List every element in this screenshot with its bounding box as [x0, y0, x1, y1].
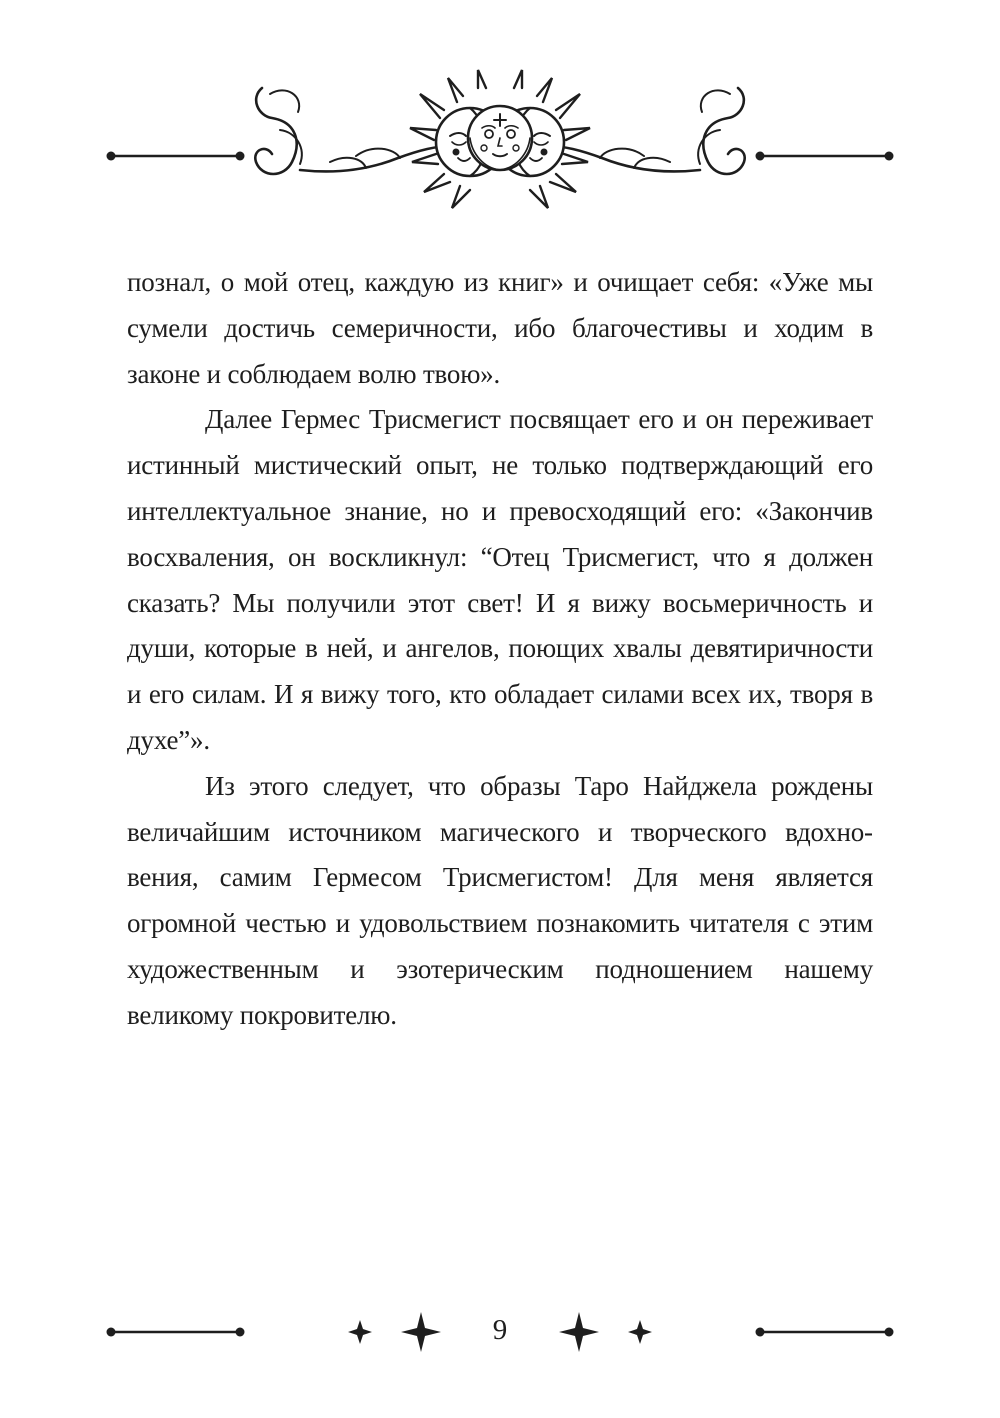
large-star-icon	[401, 1312, 441, 1352]
left-scroll-ornament	[255, 88, 452, 174]
left-rule-end-dot	[236, 152, 245, 161]
paragraph-2: Далее Гермес Трисмегист посвящает его и он переживает истинный мистический опыт, не только подтверждающий его интеллектуальное знание, но и превосходящий его: «Закончив восхваления, он воскликнул: “Отец Трисмегист, что я должен сказать? Мы получили этот свет! И я вижу восьмеричность и души, которые в ней, и ангелов, поющих хвалы девятиричности и его силам. И я вижу того, кто обладает силами всех их, творя в духе”».	[127, 404, 873, 755]
moon-face-icon	[468, 106, 532, 170]
right-scroll-ornament	[548, 88, 745, 174]
footer-left-rule-dot	[107, 1328, 116, 1337]
right-rule-dot	[885, 152, 894, 161]
footer-left-rule-end-dot	[236, 1328, 245, 1337]
left-rule-dot	[107, 152, 116, 161]
small-star-icon	[348, 1320, 372, 1344]
paragraph-1: познал, о мой отец, каждую из книг» и очищает себя: «Уже мы сумели достичь семеричности, ибо благочестивы и ходим в законе и соблюдаем волю твою».	[127, 267, 873, 389]
small-star-icon	[628, 1320, 652, 1344]
large-star-icon	[559, 1312, 599, 1352]
right-rule-end-dot	[756, 152, 765, 161]
sun-moon-header-ornament	[0, 58, 1000, 218]
paragraph-3: Из этого следует, что образы Таро Найджела рождены величайшим источником магического и творческого вдохновения, самим Гермесом Трисмегистом! Для меня является огромной честью и удовольствием познакомить читателя с этим художественным и эзотерическим подношением нашему великому покровителю.	[127, 770, 873, 1030]
footer-right-rule-end-dot	[756, 1328, 765, 1337]
footer-right-rule-dot	[885, 1328, 894, 1337]
page-footer	[0, 1300, 1000, 1370]
page-number: 9	[492, 1314, 508, 1346]
body-text	[127, 260, 873, 1039]
